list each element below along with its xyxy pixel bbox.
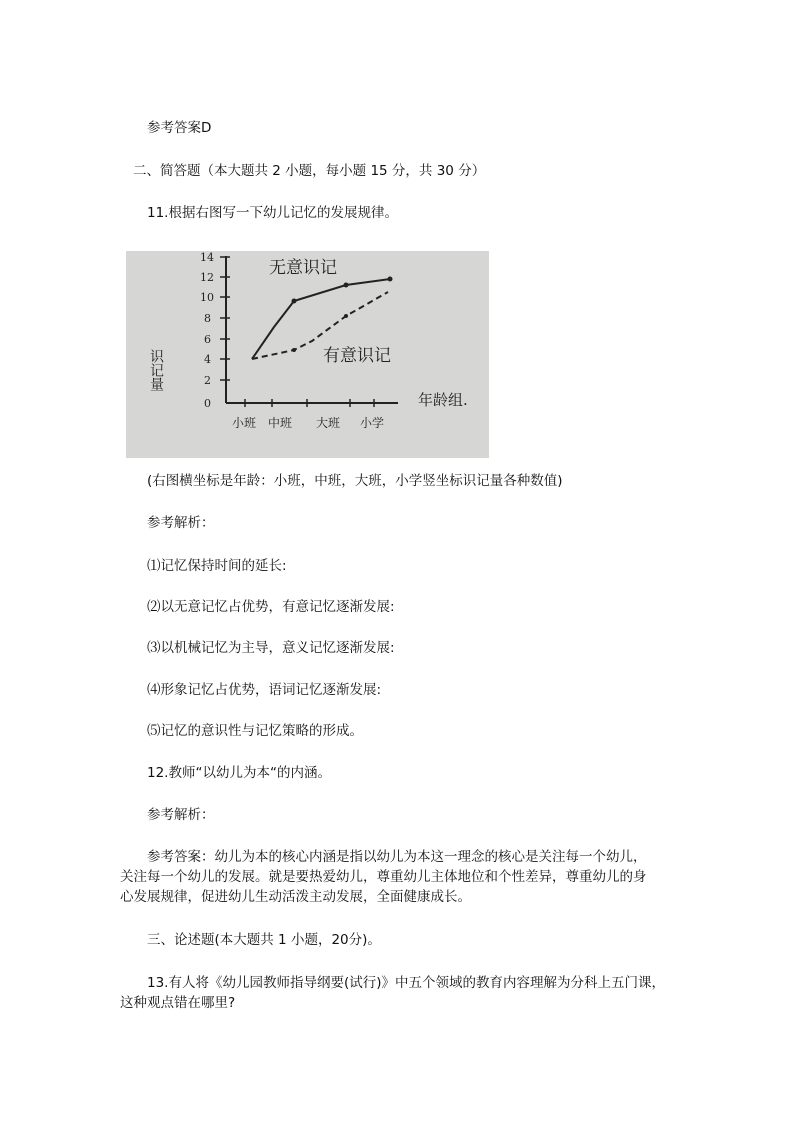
- figure-caption: (右图横坐标是年龄：小班，中班，大班，小学竖坐标识记量各种数值): [147, 473, 563, 489]
- analysis-label-1: 参考解析：: [147, 515, 215, 531]
- y-tick-4: 4: [204, 353, 211, 366]
- x-tick-large-class: 大班: [316, 416, 341, 430]
- y-tick-0: 0: [204, 397, 211, 410]
- answer-paragraph-line-3: 心发展规律，促进幼儿生动活泼主动发展，全面健康成长。: [120, 889, 471, 905]
- question-12: 12.教师“以幼儿为本“的内涵。: [147, 765, 331, 781]
- section-3-title: 三、论述题(本大题共 1 小题，20分)。: [147, 932, 381, 948]
- handdrawn-graph: [126, 251, 489, 458]
- y-axis-label: 识记量: [148, 349, 164, 391]
- analysis-point-4: ⑷形象记忆占优势，语词记忆逐渐发展:: [147, 682, 382, 698]
- analysis-point-3: ⑶以机械记忆为主导，意义记忆逐渐发展:: [147, 640, 395, 656]
- y-tick-2: 2: [204, 374, 211, 387]
- memory-development-figure: [126, 251, 489, 458]
- section-2-title: 二、简答题（本大题共 2 小题，每小题 15 分，共 30 分）: [133, 163, 486, 179]
- analysis-point-1: ⑴记忆保持时间的延长:: [147, 558, 287, 574]
- y-tick-10: 10: [200, 291, 214, 304]
- analysis-point-5: ⑸记忆的意识性与记忆策略的形成。: [147, 723, 363, 739]
- y-tick-8: 8: [204, 312, 211, 325]
- question-13-line-1: 13.有人将《幼儿园教师指导纲要(试行)》中五个领域的教育内容理解为分科上五门课，: [147, 975, 666, 991]
- x-tick-middle-class: 中班: [268, 416, 293, 430]
- answer-paragraph-line-1: 参考答案：幼儿为本的核心内涵是指以幼儿为本这一理念的核心是关注每一个幼儿，: [147, 849, 647, 865]
- x-tick-primary-school: 小学: [360, 416, 385, 430]
- y-tick-14: 14: [200, 251, 214, 264]
- question-13-line-2: 这种观点错在哪里?: [120, 995, 236, 1011]
- analysis-label-2: 参考解析：: [147, 807, 215, 823]
- answer-line: 参考答案D: [147, 120, 212, 136]
- y-tick-12: 12: [200, 271, 214, 284]
- curve-label-voluntary: 有意识记: [323, 346, 391, 366]
- x-tick-small-class: 小班: [232, 416, 257, 430]
- analysis-point-2: ⑵以无意记忆占优势，有意记忆逐渐发展:: [147, 599, 395, 615]
- answer-paragraph-line-2: 关注每一个幼儿的发展。就是要热爱幼儿，尊重幼儿主体地位和个性差异，尊重幼儿的身: [120, 869, 647, 885]
- y-tick-6: 6: [204, 333, 211, 346]
- x-axis-label: 年龄组.: [418, 391, 468, 409]
- curve-label-involuntary: 无意识记: [269, 258, 337, 278]
- question-11: 11.根据右图写一下幼儿记忆的发展规律。: [147, 205, 398, 221]
